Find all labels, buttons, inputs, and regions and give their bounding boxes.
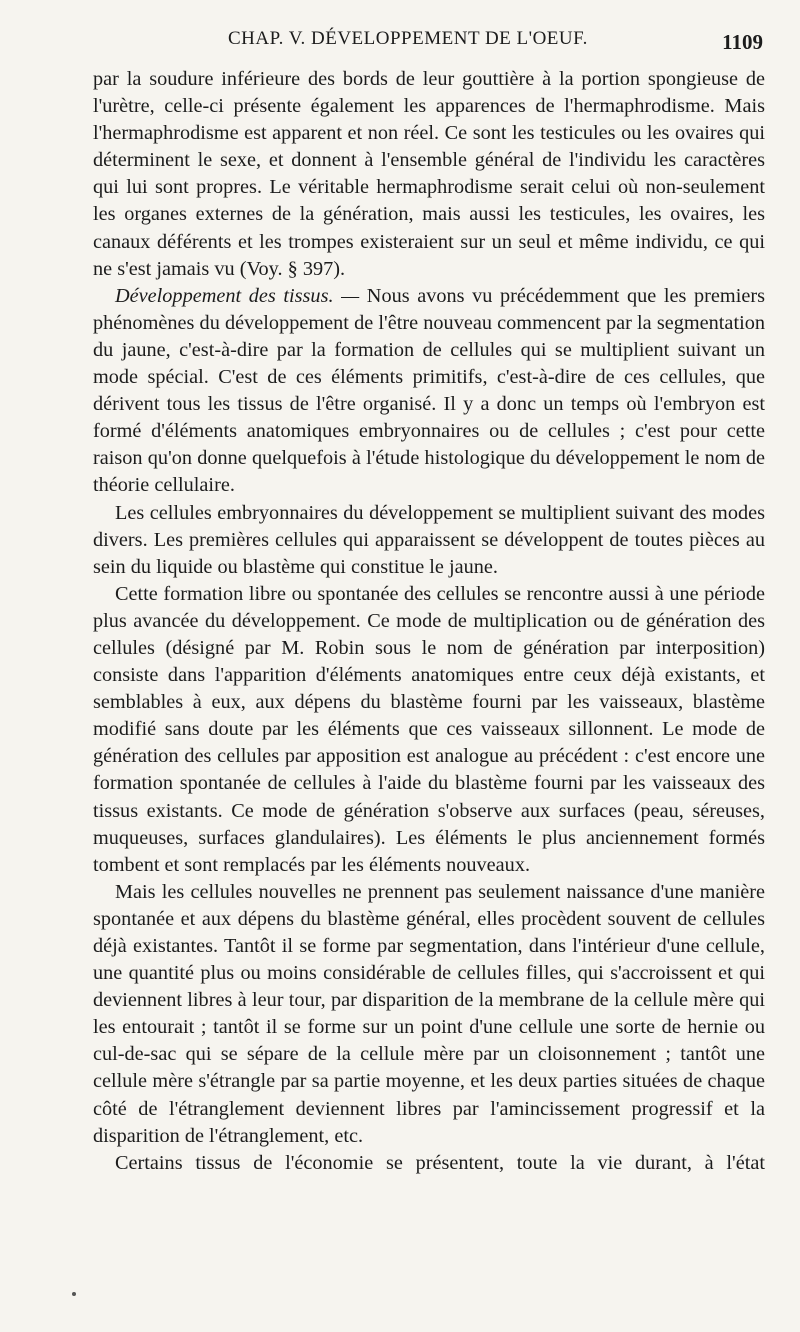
body-text [93,66,765,1177]
paragraph-development-of-tissues-text: Nous avons vu précédemment que les premiers phénomènes du développement de l'être nouveau commencent par la segmentation du jaune, c'est-à-dire par la formation de cellules qui se multiplient suivant un mode spécial. C'est de ces éléments primitifs, c'est-à-dire de ces cellules, que dérivent tous les tissus de l'être organisé. Il y a donc un temps où l'embryon est formé d'éléments anatomiques embryonnaires ou de cellules ; c'est pour cette raison qu'on donne quelquefois à l'étude histologique du développement le nom de théorie cellulaire. [93,284,765,497]
section-heading: Développement des tissus. — [115,284,360,307]
print-speck [72,1292,76,1296]
page-number: 1109 [722,30,763,54]
paragraph-development-of-tissues [93,283,765,500]
paragraph-hermaphrodism: par la soudure inférieure des bords de leur gouttière à la portion spongieuse de l'urètre, celle-ci présente également les apparences de l'hermaphrodisme. Mais l'hermaphrodisme est apparent et non réel. Ce sont les testicules ou les ovaires qui déterminent le sexe, et donnent à l'ensemble général de l'individu les caractères qui lui sont propres. Le véritable hermaphrodisme serait celui où non-seulement les organes externes de la génération, mais aussi les testicules, les ovaires, les canaux déférents et les trompes existeraient sur un seul et même individu, ce qui ne s'est jamais vu (Voy. § 397). [93,68,765,280]
paragraph-free-formation: Cette formation libre ou spontanée des cellules se rencontre aussi à une période plus avancée du développement. Ce mode de multiplication ou de génération des cellules (désigné par M. Robin sous le nom de génération par interposition) consiste dans l'apparition d'éléments anatomiques entre ceux déjà existants, et semblables à eux, aux dépens du blastème fourni par les vaisseaux, blastème modifié sans doute par les éléments que ces vaisseaux sillonnent. Le mode de génération des cellules par apposition est analogue au précédent : c'est encore une formation spontanée de cellules à l'aide du blastème fourni par les vaisseaux des tissus existants. Ce mode de génération s'observe aux surfaces (peau, séreuses, muqueuses, surfaces glandulaires). Les éléments le plus anciennement formés tombent et sont remplacés par les éléments nouveaux. [93,582,765,876]
paragraph-new-cells: Mais les cellules nouvelles ne prennent pas seulement naissance d'une manière spontanée et aux dépens du blastème général, elles procèdent souvent de cellules déjà existantes. Tantôt il se forme par segmentation, dans l'intérieur d'une cellule, une quantité plus ou moins considérable de cellules filles, qui s'accroissent et qui deviennent libres à leur tour, par disparition de la membrane de la cellule mère qui les entourait ; tantôt il se forme sur un point d'une cellule une sorte de hernie ou cul-de-sac qui se sépare de la cellule mère par un cloisonnement ; tantôt une cellule mère s'étrangle par sa partie moyenne, et les deux parties situées de chaque côté de l'étranglement deviennent libres par l'amincissement progressif et la disparition de l'étranglement, etc. [93,880,765,1147]
running-title: CHAP. V. DÉVELOPPEMENT DE L'OEUF. [228,28,588,49]
paragraph-embryonic-cells: Les cellules embryonnaires du développement se multiplient suivant des modes divers. Les premières cellules qui apparaissent se développent de toutes pièces au sein du liquide ou blastème qui constitue le jaune. [93,501,765,578]
page-header [93,22,763,62]
paragraph-certain-tissues: Certains tissus de l'économie se présentent, toute la vie durant, à l'état [115,1151,765,1174]
